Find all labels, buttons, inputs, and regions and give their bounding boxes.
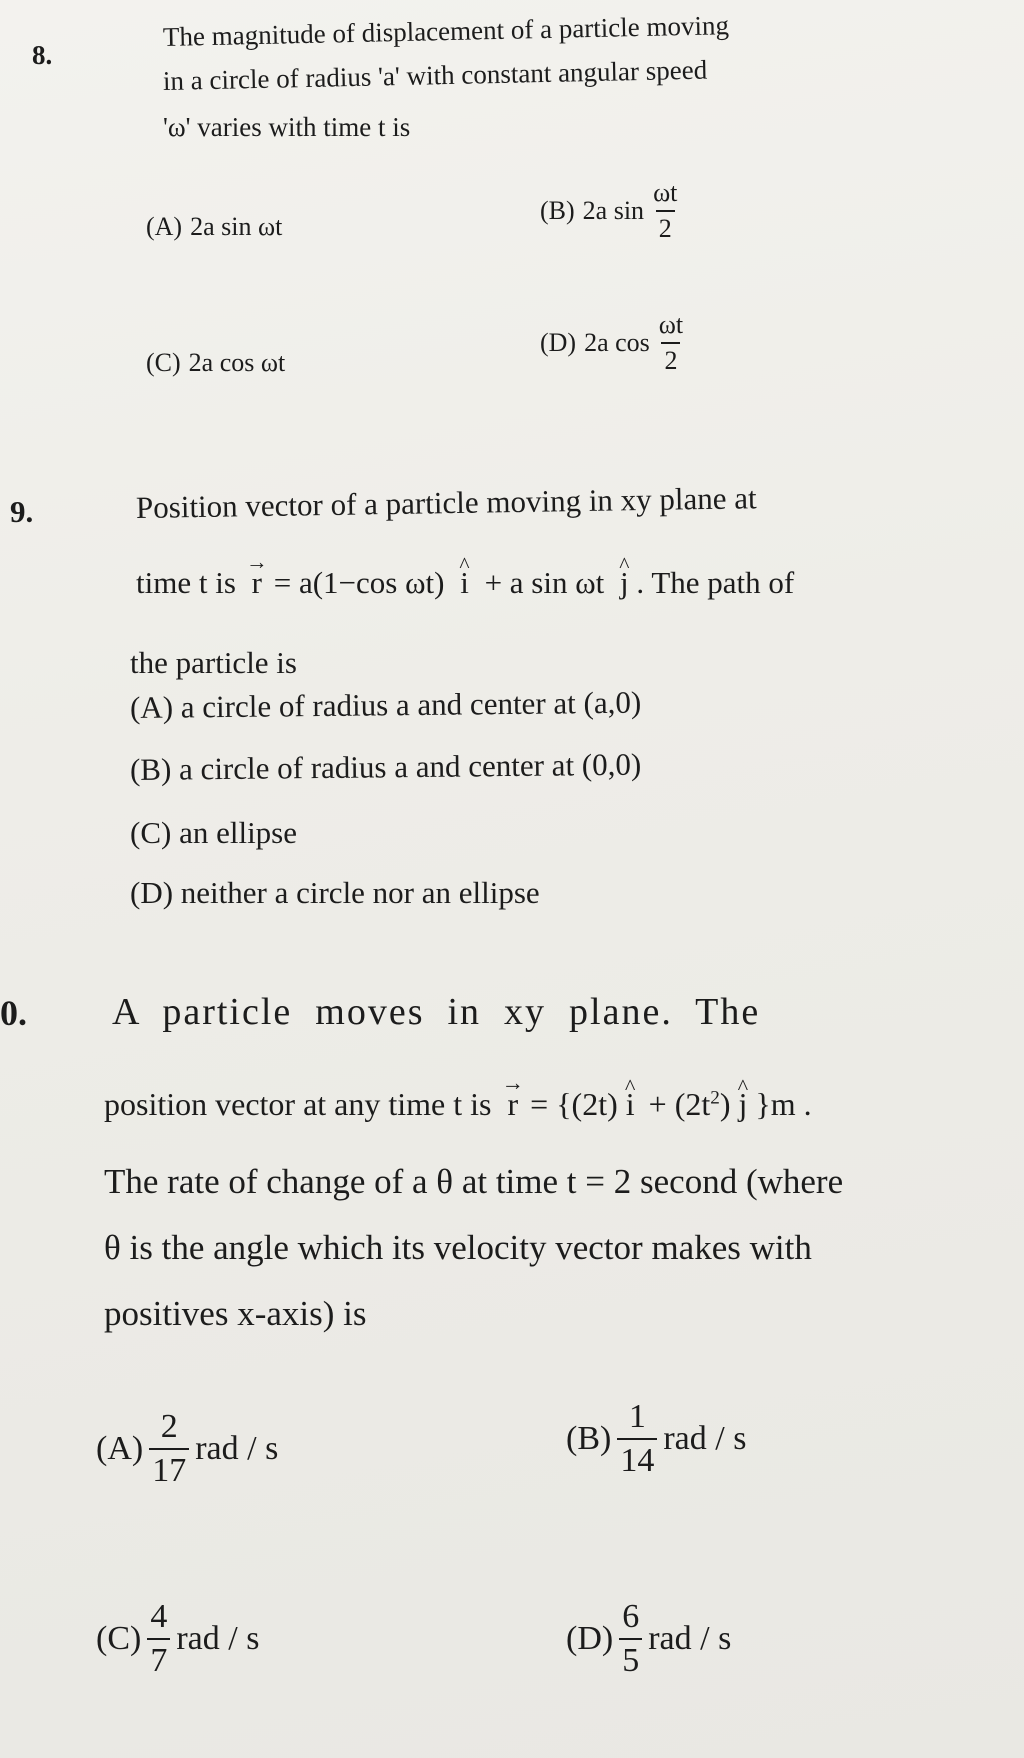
question-8-line-1: The magnitude of displacement of a particle moving	[162, 10, 730, 52]
option-10a-unit: rad / s	[195, 1430, 279, 1467]
option-10a[interactable]	[96, 1410, 278, 1488]
option-8b-fraction	[650, 180, 680, 242]
option-10c-numerator: 4	[150, 1598, 168, 1635]
q9-text-d: . The path of	[636, 565, 795, 600]
q10-text-c: + (2t	[648, 1086, 711, 1122]
q9-text-b: = a(1−cos ωt)	[273, 565, 445, 600]
option-8c-label: (C)	[146, 348, 181, 377]
option-10d-label: (D)	[566, 1620, 614, 1657]
option-9c[interactable]: (C) an ellipse	[130, 815, 298, 850]
option-9b[interactable]: (B) a circle of radius a and center at (0,0)	[129, 746, 642, 787]
question-9-line-1: Position vector of a particle moving in xy plane at	[135, 480, 757, 525]
option-8d[interactable]	[540, 312, 692, 374]
q10-text-d: )	[719, 1086, 731, 1122]
option-8a[interactable]	[146, 212, 282, 242]
q10-text-b: = {(2t)	[530, 1086, 618, 1122]
option-10d-denominator: 5	[619, 1638, 642, 1678]
option-8d-fraction	[656, 312, 686, 374]
option-8d-numerator: ωt	[658, 310, 684, 339]
option-10d-numerator: 6	[622, 1598, 640, 1635]
unit-vector-j: ^ j	[620, 565, 629, 601]
q9-text-a: time t is	[136, 565, 236, 600]
question-9-line-2	[136, 565, 794, 601]
option-8b-numerator: ωt	[653, 178, 678, 207]
option-8b[interactable]	[540, 180, 686, 242]
option-8b-denominator: 2	[656, 210, 675, 242]
q10-exponent: 2	[710, 1087, 720, 1109]
option-10b[interactable]	[566, 1400, 746, 1478]
option-10a-fraction	[149, 1410, 189, 1488]
option-8b-label: (B)	[540, 196, 575, 225]
option-8d-denominator: 2	[661, 342, 680, 374]
question-10-line-1: A particle moves in xy plane. The	[112, 991, 761, 1033]
question-9-line-3: the particle is	[130, 645, 297, 680]
unit-vector-j-q10: ^ j	[738, 1086, 747, 1123]
option-10c[interactable]	[96, 1600, 259, 1678]
option-10d-fraction	[619, 1600, 642, 1678]
option-8d-label: (D)	[540, 328, 577, 357]
option-10c-unit: rad / s	[176, 1620, 260, 1657]
option-9a[interactable]: (A) a circle of radius a and center at (a,0)	[129, 684, 642, 725]
option-10a-label: (A)	[96, 1430, 144, 1467]
question-8-line-2: in a circle of radius 'a' with constant angular speed	[162, 54, 708, 96]
question-8-line-3: 'ω' varies with time t is	[163, 112, 411, 142]
option-10d[interactable]	[566, 1600, 731, 1678]
position-vector-r: → r	[252, 565, 262, 601]
question-8-number: 8.	[32, 40, 53, 70]
option-8a-label: (A)	[146, 212, 183, 241]
option-10b-fraction	[617, 1400, 657, 1478]
option-10a-denominator: 17	[149, 1448, 189, 1488]
option-10c-label: (C)	[96, 1620, 142, 1657]
option-10b-label: (B)	[566, 1420, 612, 1457]
option-10a-numerator: 2	[160, 1408, 178, 1445]
question-10-line-5: positives x-axis) is	[104, 1294, 367, 1333]
unit-vector-i: ^ i	[460, 565, 469, 601]
option-9d[interactable]: (D) neither a circle nor an ellipse	[130, 875, 540, 910]
q9-text-c: + a sin ωt	[484, 565, 605, 600]
option-8a-text: 2a sin ωt	[190, 212, 283, 241]
question-10-line-3: The rate of change of a θ at time t = 2 second (where	[104, 1162, 844, 1201]
option-10d-unit: rad / s	[648, 1620, 732, 1657]
question-10-line-2	[104, 1086, 812, 1123]
unit-vector-i-q10: ^ i	[626, 1086, 635, 1123]
option-10b-unit: rad / s	[663, 1420, 747, 1457]
position-vector-r-q10: → r	[507, 1086, 518, 1123]
option-8c[interactable]	[146, 348, 285, 378]
question-10-number: 0.	[0, 993, 27, 1033]
question-10-line-4: θ is the angle which its velocity vector makes with	[104, 1228, 812, 1267]
option-10b-numerator: 1	[628, 1398, 646, 1435]
option-8c-text: 2a cos ωt	[188, 348, 286, 377]
option-10b-denominator: 14	[617, 1438, 657, 1478]
option-8d-prefix: 2a cos	[584, 328, 650, 357]
question-9-number: 9.	[10, 494, 34, 529]
option-10c-fraction	[147, 1600, 170, 1678]
q10-text-a: position vector at any time t is	[104, 1086, 492, 1122]
option-8b-prefix: 2a sin	[582, 196, 645, 225]
option-10c-denominator: 7	[147, 1638, 170, 1678]
q10-text-e: }m .	[755, 1086, 812, 1122]
